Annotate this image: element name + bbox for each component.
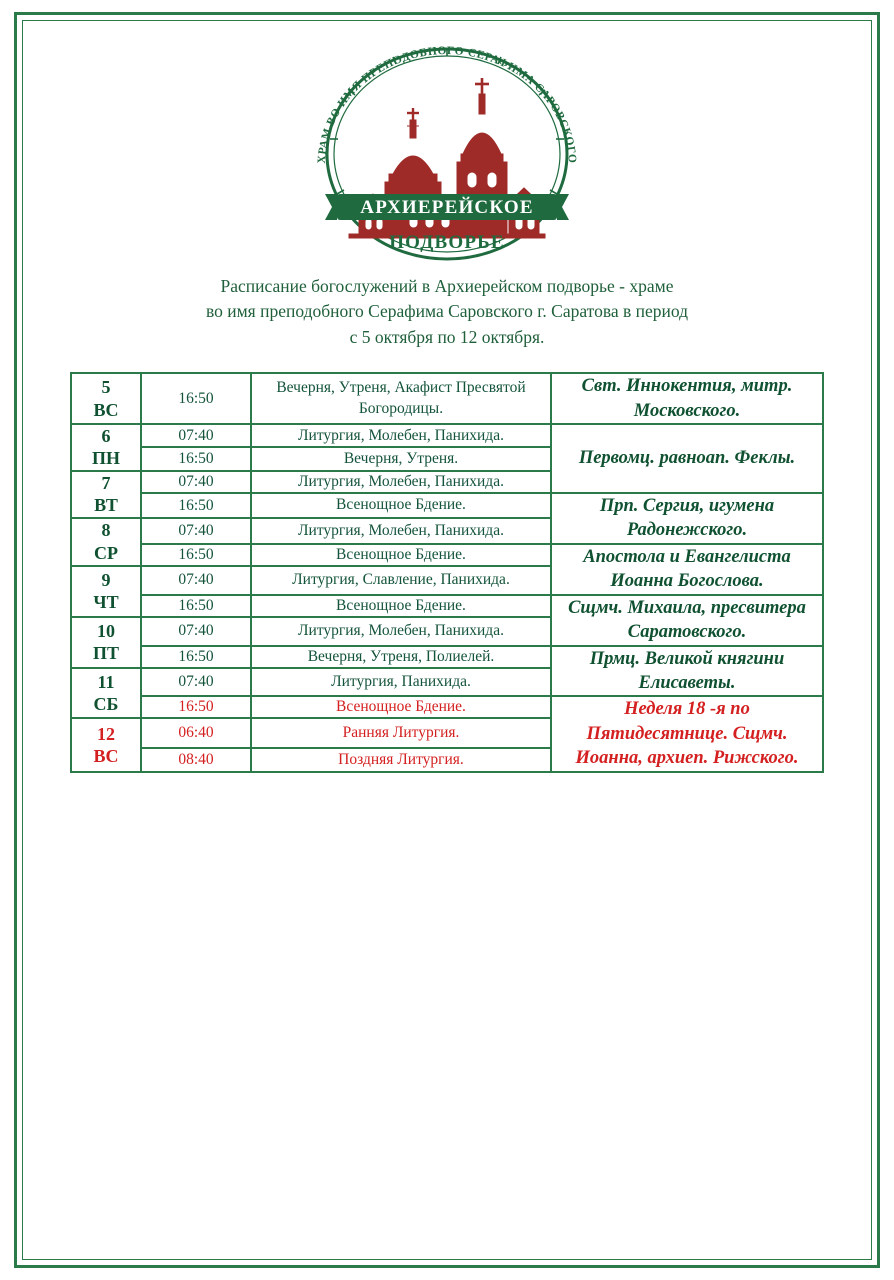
- table-row: [71, 646, 823, 668]
- day-number: 6: [101, 425, 111, 446]
- table-row: [71, 696, 823, 718]
- saint-cell: Первомц. равноап. Феклы.: [551, 424, 823, 493]
- day-weekday: ВС: [93, 746, 119, 766]
- table-row: [71, 544, 823, 566]
- time-cell: 07:40: [141, 518, 251, 544]
- day-number: 10: [97, 620, 115, 641]
- day-cell: [71, 471, 141, 518]
- day-weekday: ВТ: [94, 495, 118, 516]
- church-emblem-icon: [297, 34, 597, 264]
- day-number: 9: [101, 569, 111, 590]
- title-line-3: с 5 октября по 12 октября.: [349, 326, 545, 347]
- time-cell: 16:50: [141, 373, 251, 424]
- service-cell: Литургия, Молебен, Панихида.: [251, 617, 551, 646]
- day-number: 11: [97, 671, 115, 692]
- day-weekday: ВС: [93, 399, 119, 420]
- day-weekday: СБ: [93, 694, 119, 715]
- service-cell: Всенощное Бдение.: [251, 696, 551, 718]
- time-cell: 07:40: [141, 471, 251, 493]
- service-cell: Литургия, Славление, Панихида.: [251, 566, 551, 595]
- day-cell: [71, 424, 141, 471]
- day-weekday: ЧТ: [93, 592, 119, 613]
- time-cell: 16:50: [141, 544, 251, 566]
- day-cell: [71, 518, 141, 566]
- day-cell: [71, 373, 141, 424]
- table-row: [71, 424, 823, 448]
- day-number: 8: [101, 520, 111, 541]
- services-table: [70, 372, 824, 772]
- time-cell: 16:50: [141, 696, 251, 718]
- service-cell: Литургия, Панихида.: [251, 668, 551, 697]
- time-cell: 16:50: [141, 595, 251, 617]
- day-weekday: ПН: [91, 448, 120, 469]
- day-cell: [71, 718, 141, 771]
- logo-container: [40, 34, 854, 264]
- svg-text:ХРАМ ВО ИМЯ ПРЕПОДОБНОГО СЕРАФ: [316, 45, 578, 164]
- saint-cell: Сщмч. Михаила, пресвитера Саратовского.: [551, 595, 823, 646]
- service-cell: Литургия, Молебен, Панихида.: [251, 518, 551, 544]
- emblem-arc-text: ХРАМ ВО ИМЯ ПРЕПОДОБНОГО СЕРАФИМА САРОВСКОГО: [315, 44, 579, 164]
- day-number: 12: [97, 723, 115, 744]
- day-cell: [71, 668, 141, 719]
- time-cell: 16:50: [141, 646, 251, 668]
- title-line-1: Расписание богослужений в Архиерейском подворье - храме: [220, 276, 674, 296]
- day-number: 7: [101, 472, 111, 493]
- day-weekday: ПТ: [92, 643, 119, 664]
- emblem-banner-line2: ПОДВОРЬЕ: [389, 232, 505, 253]
- service-cell: Всенощное Бдение.: [251, 595, 551, 617]
- time-cell: 07:40: [141, 566, 251, 595]
- poster-content: [40, 30, 854, 1250]
- service-cell: Ранняя Литургия.: [251, 718, 551, 748]
- table-row: [71, 595, 823, 617]
- time-cell: 06:40: [141, 718, 251, 748]
- time-cell: 16:50: [141, 447, 251, 471]
- saint-cell: Апостола и Евангелиста Иоанна Богослова.: [551, 544, 823, 595]
- time-cell: 07:40: [141, 424, 251, 448]
- saint-cell: Неделя 18 -я по Пятидесятнице. Сщмч. Иоанна, архиеп. Рижского.: [551, 696, 823, 771]
- table-row: [71, 373, 823, 424]
- service-cell: Литургия, Молебен, Панихида.: [251, 424, 551, 448]
- day-weekday: СР: [94, 542, 118, 563]
- time-cell: 07:40: [141, 617, 251, 646]
- table-row: [71, 493, 823, 518]
- saint-cell: Прп. Сергия, игумена Радонежского.: [551, 493, 823, 544]
- title-line-2: во имя преподобного Серафима Саровского г. Саратова в период: [205, 301, 689, 322]
- day-cell: [71, 566, 141, 617]
- service-cell: Всенощное Бдение.: [251, 493, 551, 518]
- time-cell: 08:40: [141, 748, 251, 772]
- time-cell: 07:40: [141, 668, 251, 697]
- service-cell: Вечерня, Утреня, Акафист Пресвятой Богородицы.: [251, 373, 551, 424]
- emblem-banner-line1: АРХИЕРЕЙСКОЕ: [360, 197, 534, 218]
- saint-cell: Свт. Иннокентия, митр. Московского.: [551, 373, 823, 424]
- service-cell: Всенощное Бдение.: [251, 544, 551, 566]
- time-cell: 16:50: [141, 493, 251, 518]
- day-number: 5: [101, 377, 111, 398]
- service-cell: Литургия, Молебен, Панихида.: [251, 471, 551, 493]
- page-title: [40, 274, 854, 350]
- service-cell: Вечерня, Утреня, Полиелей.: [251, 646, 551, 668]
- saint-cell: Прмц. Великой княгини Елисаветы.: [551, 646, 823, 697]
- service-cell: Поздняя Литургия.: [251, 748, 551, 772]
- day-cell: [71, 617, 141, 668]
- service-cell: Вечерня, Утреня.: [251, 447, 551, 471]
